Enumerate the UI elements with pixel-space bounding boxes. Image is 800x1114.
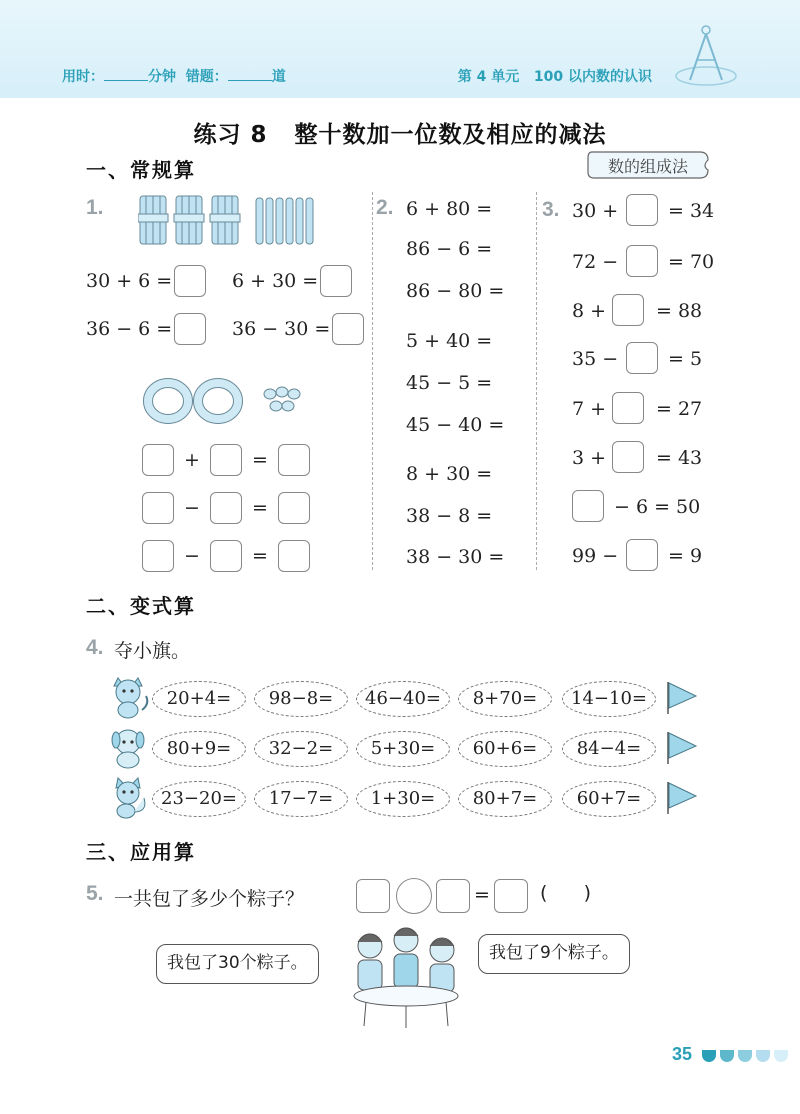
cat-icon	[106, 676, 150, 720]
race-expression[interactable]: 60+6=	[458, 731, 552, 767]
q2-item: 45 − 40 =	[406, 414, 505, 436]
answer-box[interactable]	[612, 392, 644, 424]
race-expression[interactable]: 8+70=	[458, 681, 552, 717]
q1-row2-equals: =	[252, 497, 268, 519]
q1-row1-operator: +	[184, 449, 200, 471]
puppy-icon	[106, 726, 150, 770]
q5-question: 一共包了多少个粽子？	[114, 888, 305, 910]
header-scallop	[0, 86, 800, 110]
question-number-5: 5.	[86, 882, 104, 905]
answer-box[interactable]	[210, 492, 242, 524]
q3-r8-left: 99 −	[572, 545, 619, 567]
race-expression[interactable]: 98−8=	[254, 681, 348, 717]
answer-box[interactable]	[612, 441, 644, 473]
unit-heading	[458, 66, 652, 86]
answer-box[interactable]	[436, 879, 470, 913]
answer-box[interactable]	[278, 492, 310, 524]
unit-parenthesis: ( )	[540, 882, 592, 904]
footer-dot	[756, 1050, 770, 1062]
q2-item: 86 − 6 =	[406, 238, 493, 260]
q3-r1-left: 30 +	[572, 200, 619, 222]
answer-box[interactable]	[626, 342, 658, 374]
q3-r3-left: 8 +	[572, 300, 607, 322]
answer-box[interactable]	[142, 444, 174, 476]
column-divider-2	[536, 192, 537, 570]
question-number-1: 1.	[86, 196, 104, 219]
q1-equation-d-text: 36 − 30 =	[232, 318, 331, 340]
q1-equation-a	[86, 270, 172, 292]
answer-box[interactable]	[572, 490, 604, 522]
page-title	[0, 116, 800, 149]
q2-item: 45 − 5 =	[406, 372, 493, 394]
q1-row1-equals: =	[252, 449, 268, 471]
q3-r5-left: 7 +	[572, 398, 607, 420]
section-heading-1: 一、常规算	[86, 158, 196, 182]
speech-bubble-left: 我包了30个粽子。	[156, 944, 319, 984]
answer-box[interactable]	[626, 539, 658, 571]
q1-equation-a-text: 30 + 6 =	[86, 270, 173, 292]
column-divider-1	[372, 192, 373, 570]
operator-circle[interactable]	[396, 878, 432, 914]
footer-dot	[774, 1050, 788, 1062]
race-expression[interactable]: 32−2=	[254, 731, 348, 767]
title-main: 整十数加一位数及相应的减法	[294, 122, 607, 148]
race-expression[interactable]: 84−4=	[562, 731, 656, 767]
answer-box[interactable]	[626, 194, 658, 226]
answer-box[interactable]	[174, 265, 206, 297]
stick-bundles-illustration	[138, 192, 338, 248]
footer-dot	[720, 1050, 734, 1062]
race-expression[interactable]: 80+9=	[152, 731, 246, 767]
q1-equation-b	[232, 270, 318, 292]
section-heading-2: 二、变式算	[86, 594, 196, 618]
answer-box[interactable]	[174, 313, 206, 345]
answer-box[interactable]	[626, 245, 658, 277]
q1-equation-b-text: 6 + 30 =	[232, 270, 319, 292]
answer-box[interactable]	[210, 540, 242, 572]
bead-rings-illustration	[142, 376, 312, 426]
footer-dot	[702, 1050, 716, 1062]
answer-box[interactable]	[210, 444, 242, 476]
q1-row3-equals: =	[252, 545, 268, 567]
question-number-3: 3.	[542, 198, 560, 221]
q3-r8-right: = 9	[668, 545, 703, 567]
answer-box[interactable]	[142, 492, 174, 524]
q3-r6-left: 3 +	[572, 447, 607, 469]
question-number-2: 2.	[376, 196, 394, 219]
errors-label: 错题：	[185, 69, 228, 85]
q2-item: 6 + 80 =	[406, 198, 493, 220]
q1-row3-operator: −	[184, 545, 200, 567]
q1-equation-d	[232, 318, 330, 340]
time-label: 用时：	[62, 69, 104, 85]
method-badge: 数的组成法	[607, 157, 688, 176]
race-expression[interactable]: 23−20=	[152, 781, 246, 817]
page-number: 35	[672, 1044, 693, 1064]
footer-dot	[738, 1050, 752, 1062]
q2-item: 38 − 8 =	[406, 505, 493, 527]
q1-equation-c	[86, 318, 172, 340]
time-blank[interactable]	[104, 68, 148, 81]
q2-item: 38 − 30 =	[406, 546, 505, 568]
race-expression[interactable]: 80+7=	[458, 781, 552, 817]
race-expression[interactable]: 14−10=	[562, 681, 656, 717]
title-prefix: 练习 8	[193, 122, 268, 148]
race-expression[interactable]: 46−40=	[356, 681, 450, 717]
minute-label: 分钟	[148, 69, 176, 85]
q3-r5-right: = 27	[656, 398, 703, 420]
answer-box[interactable]	[320, 265, 352, 297]
q2-item: 86 − 80 =	[406, 280, 505, 302]
time-errors-line	[62, 66, 286, 86]
compass-icon	[672, 22, 742, 88]
unit-title: 100 以内数的认识	[533, 69, 652, 85]
answer-box[interactable]	[142, 540, 174, 572]
flag-icon	[664, 730, 700, 766]
q3-r1-right: = 34	[668, 200, 715, 222]
q1-equation-c-text: 36 − 6 =	[86, 318, 173, 340]
q3-r2-right: = 70	[668, 251, 715, 273]
errors-blank[interactable]	[228, 68, 272, 81]
children-making-zongzi-illustration	[344, 920, 468, 1030]
q2-item: 5 + 40 =	[406, 330, 493, 352]
race-expression[interactable]: 17−7=	[254, 781, 348, 817]
answer-box[interactable]	[356, 879, 390, 913]
q2-item: 8 + 30 =	[406, 463, 493, 485]
race-expression[interactable]: 20+4=	[152, 681, 246, 717]
q1-row2-operator: −	[184, 497, 200, 519]
q4-instruction: 夺小旗。	[114, 640, 191, 662]
section-heading-3: 三、应用算	[86, 840, 196, 864]
race-expression[interactable]: 60+7=	[562, 781, 656, 817]
q3-r2-left: 72 −	[572, 251, 619, 273]
bundle-of-ten-icon	[138, 196, 168, 244]
count-label: 道	[271, 69, 286, 85]
speech-bubble-right: 我包了9个粽子。	[478, 934, 630, 974]
q3-r7-right: − 6 = 50	[614, 496, 701, 518]
answer-box[interactable]	[612, 294, 644, 326]
answer-box[interactable]	[278, 444, 310, 476]
q3-r4-right: = 5	[668, 348, 703, 370]
question-number-4: 4.	[86, 636, 104, 659]
flag-icon	[664, 680, 700, 716]
answer-box[interactable]	[278, 540, 310, 572]
answer-box[interactable]	[332, 313, 364, 345]
unit-label: 第 4 单元	[457, 69, 520, 85]
q3-r6-right: = 43	[656, 447, 703, 469]
race-expression[interactable]: 1+30=	[356, 781, 450, 817]
q3-r4-left: 35 −	[572, 348, 619, 370]
flag-icon	[664, 780, 700, 816]
race-expression[interactable]: 5+30=	[356, 731, 450, 767]
q3-r3-right: = 88	[656, 300, 703, 322]
answer-box[interactable]	[494, 879, 528, 913]
q5-equals: =	[474, 884, 490, 906]
fox-icon	[106, 776, 150, 820]
